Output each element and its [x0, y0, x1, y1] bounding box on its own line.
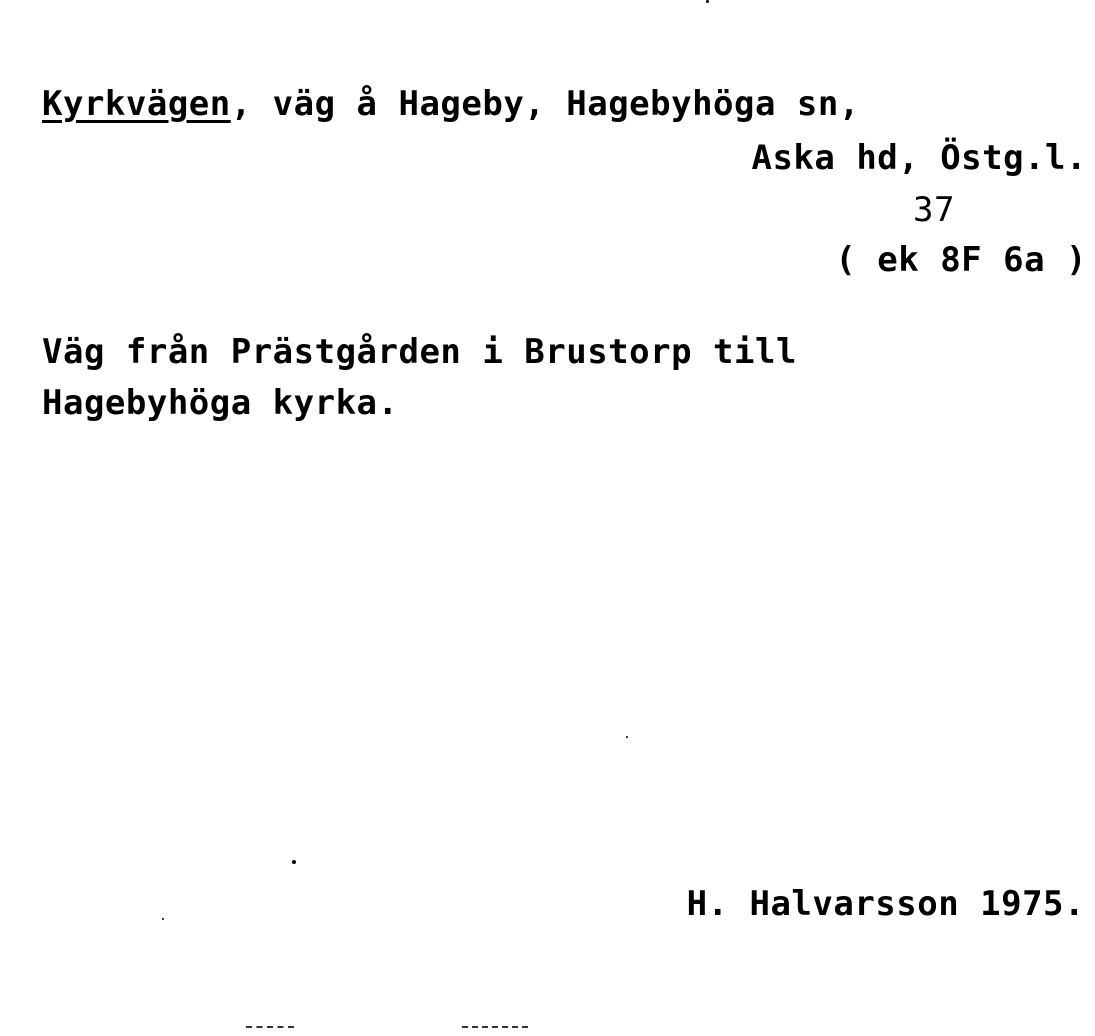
ink-speck: [626, 736, 628, 738]
description-line-1: Väg från Prästgården i Brustorp till: [42, 332, 797, 372]
signature: H. Halvarsson 1975.: [686, 884, 1085, 924]
ink-speck: [706, 0, 709, 3]
headword: Kyrkvägen: [42, 84, 231, 124]
ink-speck: [292, 860, 296, 864]
header-rest: , väg å Hageby, Hagebyhöga sn,: [230, 84, 860, 124]
scan-artifact: [246, 1026, 294, 1028]
map-reference: ( ek 8F 6a ): [835, 240, 1087, 280]
ink-speck: [162, 918, 164, 920]
district-line: Aska hd, Östg.l.: [751, 138, 1087, 178]
scan-artifact: [462, 1026, 528, 1028]
card-number: 37: [913, 190, 955, 230]
description-line-2: Hagebyhöga kyrka.: [42, 383, 399, 423]
header-line: [42, 84, 860, 124]
